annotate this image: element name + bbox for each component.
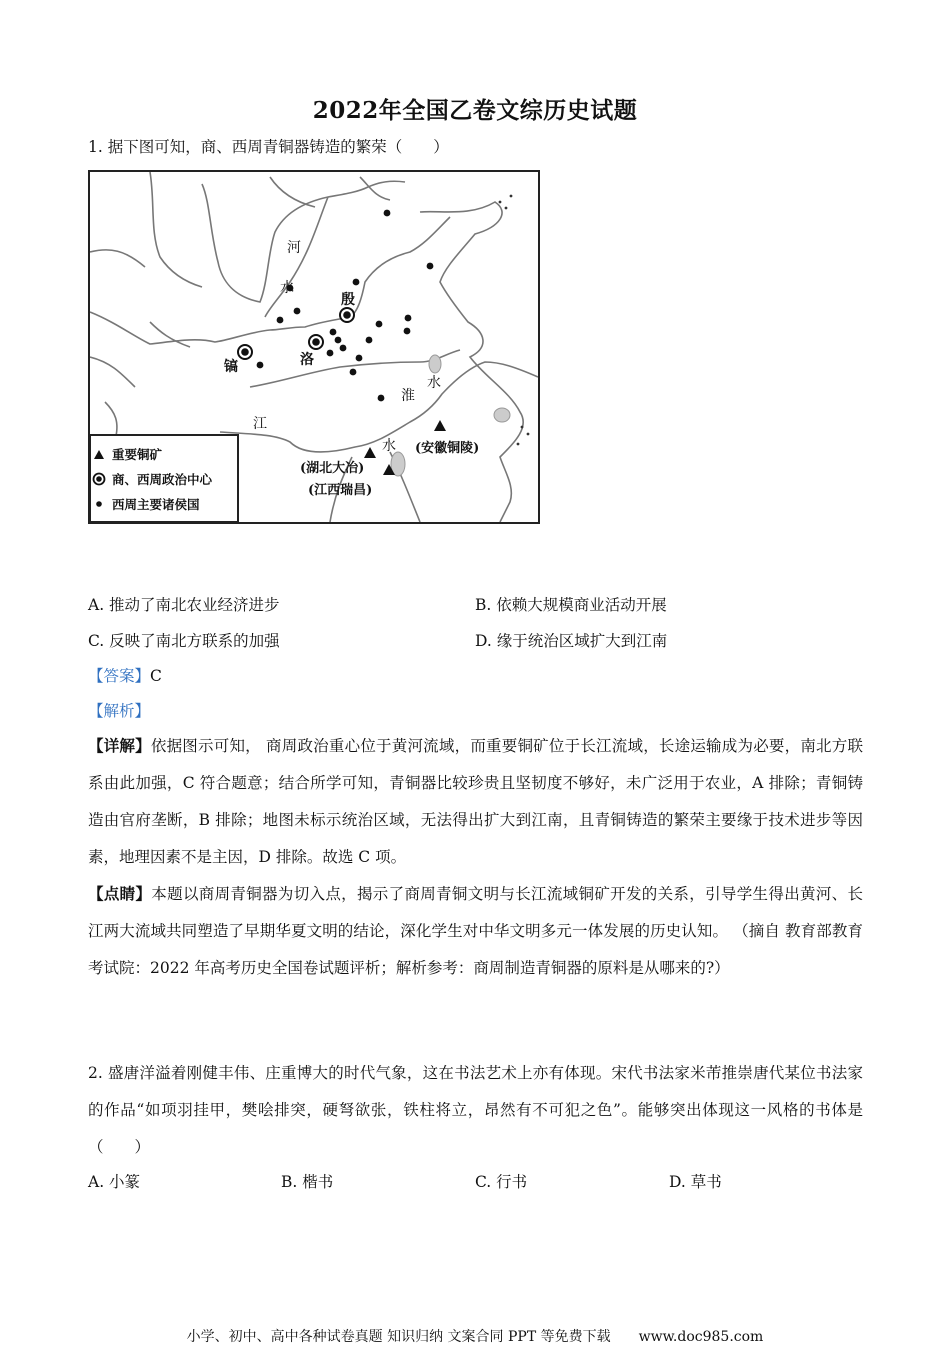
yellow-river <box>90 217 450 344</box>
q1-option-b: B. 依赖大规模商业活动开展 <box>475 596 667 614</box>
vassal-dot <box>350 369 357 376</box>
vassal-dot <box>384 210 391 217</box>
q1-option-c: C. 反映了南北方联系的加强 <box>88 632 280 650</box>
label-shui2: 水 <box>427 375 441 391</box>
yangtze-river <box>220 362 538 452</box>
label-shui3: 水 <box>382 438 396 454</box>
page-footer: 小学、初中、高中各种试卷真题 知识归纳 文案合同 PPT 等免费下载 www.doc985.com <box>186 1329 764 1345</box>
label-ruichang: (江西瑞昌) <box>308 483 373 498</box>
capital-yin <box>340 308 354 322</box>
capital-luo <box>309 335 323 349</box>
vassal-dot <box>327 350 334 357</box>
copper-mine-tongling <box>434 420 446 431</box>
vassal-dot <box>376 321 383 328</box>
comment-tag: 【点睛】 <box>88 884 152 903</box>
capital-hao <box>238 345 252 359</box>
vassal-dot <box>404 328 411 335</box>
vassal-dot <box>294 308 301 315</box>
vassal-dot <box>378 395 385 402</box>
lake-tai <box>494 408 510 422</box>
legend-capital: 商、西周政治中心 <box>112 472 213 487</box>
label-yin: 殷 <box>341 292 355 308</box>
map-legend <box>90 435 238 522</box>
vassal-dot <box>427 263 434 270</box>
bronze-map <box>88 170 540 524</box>
label-luo: 洛 <box>300 352 314 368</box>
label-jiang: 江 <box>253 416 267 432</box>
question-1-stem: 1. 据下图可知，商、西周青铜器铸造的繁荣（ ） <box>88 138 449 156</box>
vassal-dot <box>257 362 264 369</box>
legend-vassal: 西周主要诸侯国 <box>112 497 200 512</box>
label-hao: 镐 <box>224 359 238 375</box>
label-daye: (湖北大冶) <box>300 461 365 476</box>
vassal-dot <box>335 337 342 344</box>
vassal-dot <box>356 355 363 362</box>
q2-option-d: D. 草书 <box>669 1173 722 1191</box>
legend-copper: 重要铜矿 <box>112 447 163 462</box>
vassal-dot <box>353 279 360 286</box>
vassal-dot <box>366 337 373 344</box>
label-huai: 淮 <box>401 388 415 404</box>
q1-option-a: A. 推动了南北农业经济进步 <box>88 596 280 614</box>
analysis-tag: 【解析】 <box>88 702 151 720</box>
q1-answer-line <box>88 666 162 686</box>
comment-text: 本题以商周青铜器为切入点，揭示了商周青铜文明与长江流域铜矿开发的关系，引导学生得出黄河、长江两大流域共同塑造了早期华夏文明的结论，深化学生对中华文明多元一体发展的历史认知。 （摘自 教育部教育考试院：2022 年高考历史全国卷试题评析；解析参考：商周制造青铜器的原料是从哪来的?） <box>88 885 863 977</box>
vassal-dot <box>330 329 337 336</box>
vassal-dot <box>277 317 284 324</box>
label-tongling: (安徽铜陵) <box>415 441 480 456</box>
vassal-dot <box>340 345 347 352</box>
q2-option-b: B. 楷书 <box>281 1173 334 1191</box>
answer-value: C <box>150 667 162 685</box>
page-title: 2022年全国乙卷文综历史试题 <box>312 97 638 124</box>
detail-tag: 【详解】 <box>88 736 151 755</box>
copper-mine-daye <box>364 447 376 458</box>
q1-comment <box>88 875 863 987</box>
detail-text: 依据图示可知， 商周政治重心位于黄河流域，而重要铜矿位于长江流域，长途运输成为必要，南北方联系由此加强，C 符合题意；结合所学可知，青铜器比较珍贵且坚韧度不够好，未广泛用于农业，A 排除；青铜铸造由官府垄断，B 排除；地图未标示统治区域，无法得出扩大到江南，且青铜铸造的繁荣主要缘于技术进步等因素，地理因素不是主因，D 排除。故选 C 项。 <box>88 737 863 866</box>
q2-option-a: A. 小篆 <box>88 1173 141 1191</box>
yellow-river-loop <box>202 181 405 302</box>
label-shui1: 水 <box>280 280 294 296</box>
q2-option-c: C. 行书 <box>475 1173 528 1191</box>
lake-chao <box>429 355 441 373</box>
q1-option-d: D. 缘于统治区域扩大到江南 <box>475 632 668 650</box>
vassal-dot <box>405 315 412 322</box>
question-2-stem: 2. 盛唐洋溢着刚健丰伟、庄重博大的时代气象，这在书法艺术上亦有体现。宋代书法家米芾推崇唐代某位书法家的作品“如项羽挂甲，樊哙排突，硬弩欲张，铁柱将立，昂然有不可犯之色”。能够突出体现这一风格的书体是（ ） <box>88 1064 863 1156</box>
q1-detail <box>88 727 863 876</box>
answer-tag: 【答案】 <box>88 667 151 685</box>
map-drawing <box>90 172 538 522</box>
label-he: 河 <box>287 240 301 256</box>
